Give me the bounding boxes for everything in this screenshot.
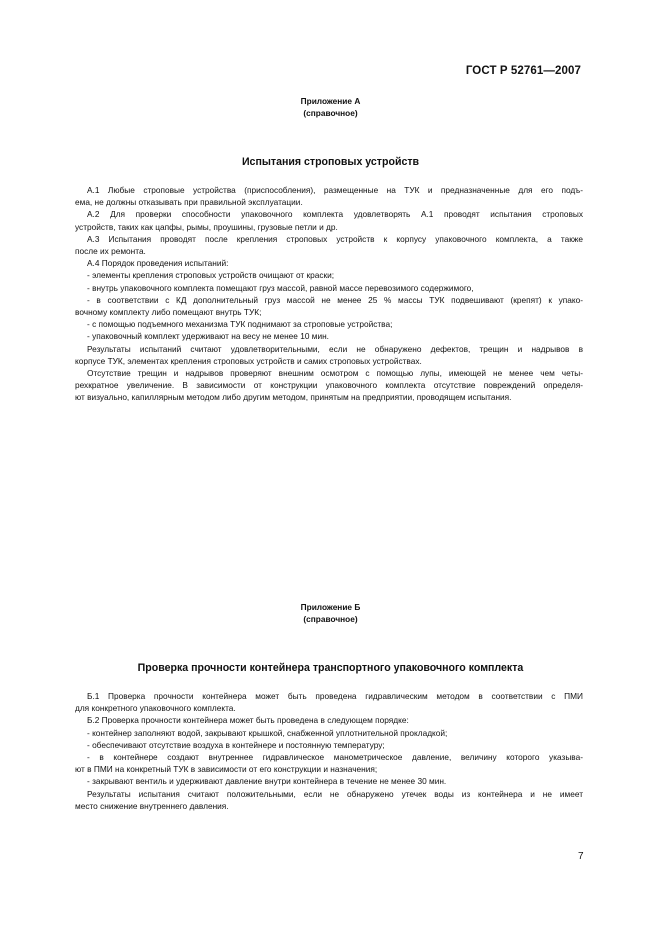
annex-a-heading [0, 95, 661, 119]
annex-b-title: Проверка прочности контейнера транспортного упаковочного комплекта [137, 662, 524, 674]
text-line: Б.1 Проверка прочности контейнера может быть проведена гидравлическим методом в соответствии с ПМИ [87, 691, 583, 701]
text-line: - закрывают вентиль и удерживают давление внутри контейнера в течение не менее 30 мин. [87, 776, 447, 787]
text-line: - упаковочный комплект удерживают на весу не менее 10 мин. [87, 331, 329, 342]
text-line: - обеспечивают отсутствие воздуха в контейнере и постоянную температуру; [87, 739, 385, 750]
text-line: вочному комплекту либо помещают внутрь ТУК; [75, 307, 262, 318]
annex-b-body [75, 690, 583, 812]
text-line: А.2 Для проверки способности упаковочного комплекта удовлетворять А.1 проводят испытания строповых [87, 209, 583, 220]
text-line: - контейнер заполняют водой, закрывают крышкой, снабженной уплотнительной прокладкой; [87, 727, 448, 738]
text-line: - в соответствии с КД дополнительный груз массой не менее 25 % массы ТУК подвешивают (крепят) к упако- [87, 294, 583, 305]
text-line: - внутрь упаковочного комплекта помещают груз массой, равной массе перевозимого содержимого, [87, 282, 474, 293]
text-line: Результаты испытания считают положительными, если не обнаружено утечек воды из контейнера и не имеет [87, 788, 583, 799]
annex-b-label: Приложение Б [300, 602, 361, 612]
text-line: рехкратное увеличение. В зависимости от конструкции упаковочного комплекта отсутствие повреждений определя- [75, 380, 583, 391]
annex-a-title: Испытания строповых устройств [241, 156, 420, 168]
text-line: А.1 Любые строповые устройства (приспособления), размещенные на ТУК и предназначенные для его подъ- [87, 185, 583, 195]
annex-a-label: Приложение А [300, 96, 361, 106]
text-line: ют в ПМИ на конкретный ТУК в зависимости от его конструкции и назначения; [75, 764, 378, 775]
annex-a-body [75, 184, 583, 404]
page-number: 7 [578, 851, 584, 862]
text-line: Результаты испытаний считают удовлетворительными, если не обнаружено дефектов, трещин и надрывов в [87, 343, 583, 354]
text-line: ют визуально, капиллярным методом либо другим методом, принятым на предприятии, проводящем испытания. [75, 392, 512, 403]
text-line: - в контейнере создают внутреннее гидравлическое манометрическое давление, величину которого указыва- [87, 752, 583, 763]
text-line: место снижение внутреннего давления. [75, 800, 229, 811]
text-line: корпусе ТУК, элементах крепления строповых устройств и самих строповых устройствах. [75, 355, 422, 366]
annex-a-note: (справочное) [303, 108, 358, 118]
text-line: - элементы крепления строповых устройств очищают от краски; [87, 270, 335, 281]
annex-b-heading [0, 601, 661, 625]
text-line: А.3 Испытания проводят после крепления строповых устройств к корпусу упаковочного комплекта, а также [87, 233, 583, 244]
text-line: А.4 Порядок проведения испытаний: [87, 258, 229, 269]
text-line: устройств, таких как цапфы, рымы, проушины, грузовые петли и др. [75, 221, 338, 232]
text-line: для конкретного упаковочного комплекта. [75, 703, 236, 714]
text-line: ема, не должны отказывать при правильной эксплуатации. [75, 197, 303, 208]
annex-b-note: (справочное) [303, 614, 358, 624]
document-code: ГОСТ Р 52761—2007 [465, 65, 581, 77]
text-line: Отсутствие трещин и надрывов проверяют внешним осмотром с помощью лупы, имеющей не менее чем четы- [87, 368, 583, 379]
text-line: - с помощью подъемного механизма ТУК поднимают за строповые устройства; [87, 319, 393, 330]
text-line: после их ремонта. [75, 246, 146, 257]
text-line: Б.2 Проверка прочности контейнера может быть проведена в следующем порядке: [87, 715, 409, 726]
